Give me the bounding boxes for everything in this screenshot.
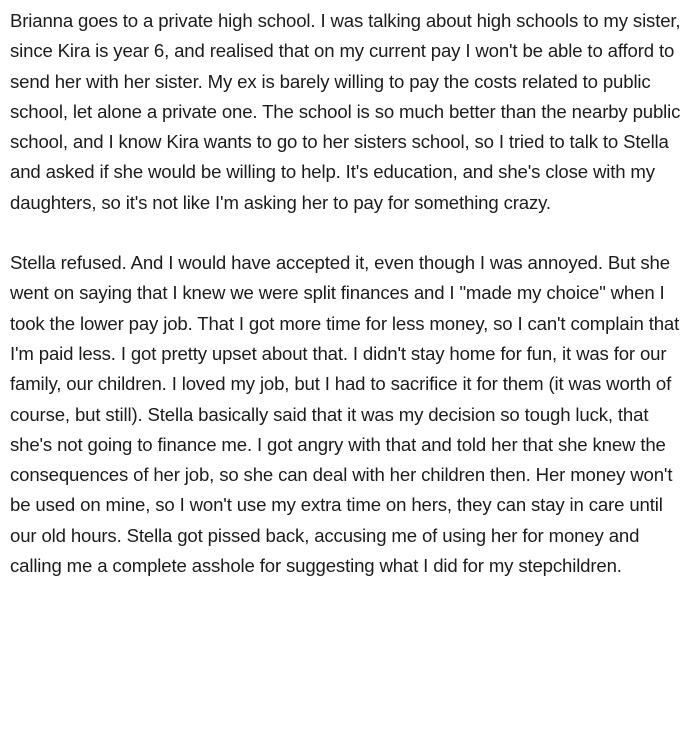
post-paragraph-2: Stella refused. And I would have accepted it, even though I was annoyed. But she went on saying that I knew we were split finances and I "made my choice" when I took the lower pay job. That I got more time for less money, so I can't complain that I'm paid less. I got pretty upset about that. I didn't stay home for fun, it was for our family, our children. I loved my job, but I had to sacrifice it for them (it was worth of course, but still). Stella basically said that it was my decision so tough luck, that she's not going to finance me. I got angry with that and told her that she knew the consequences of her job, so she can deal with her children then. Her money won't be used on mine, so I won't use my extra time on hers, they can stay in care until our old hours. Stella got pissed back, accusing me of using her for money and calling me a complete asshole for suggesting what I did for my stepchildren. [10,252,680,577]
post-paragraph-1: Brianna goes to a private high school. I was talking about high schools to my sister, since Kira is year 6, and realised that on my current pay I won't be able to afford to send her with her sister. My ex is barely willing to pay the costs related to public school, let alone a private one. The school is so much better than the nearby public school, and I know Kira wants to go to her sisters school, so I tried to talk to Stella and asked if she would be willing to help. It's education, and she's close with my daughters, so it's not like I'm asking her to pay for something crazy. [10,10,681,213]
